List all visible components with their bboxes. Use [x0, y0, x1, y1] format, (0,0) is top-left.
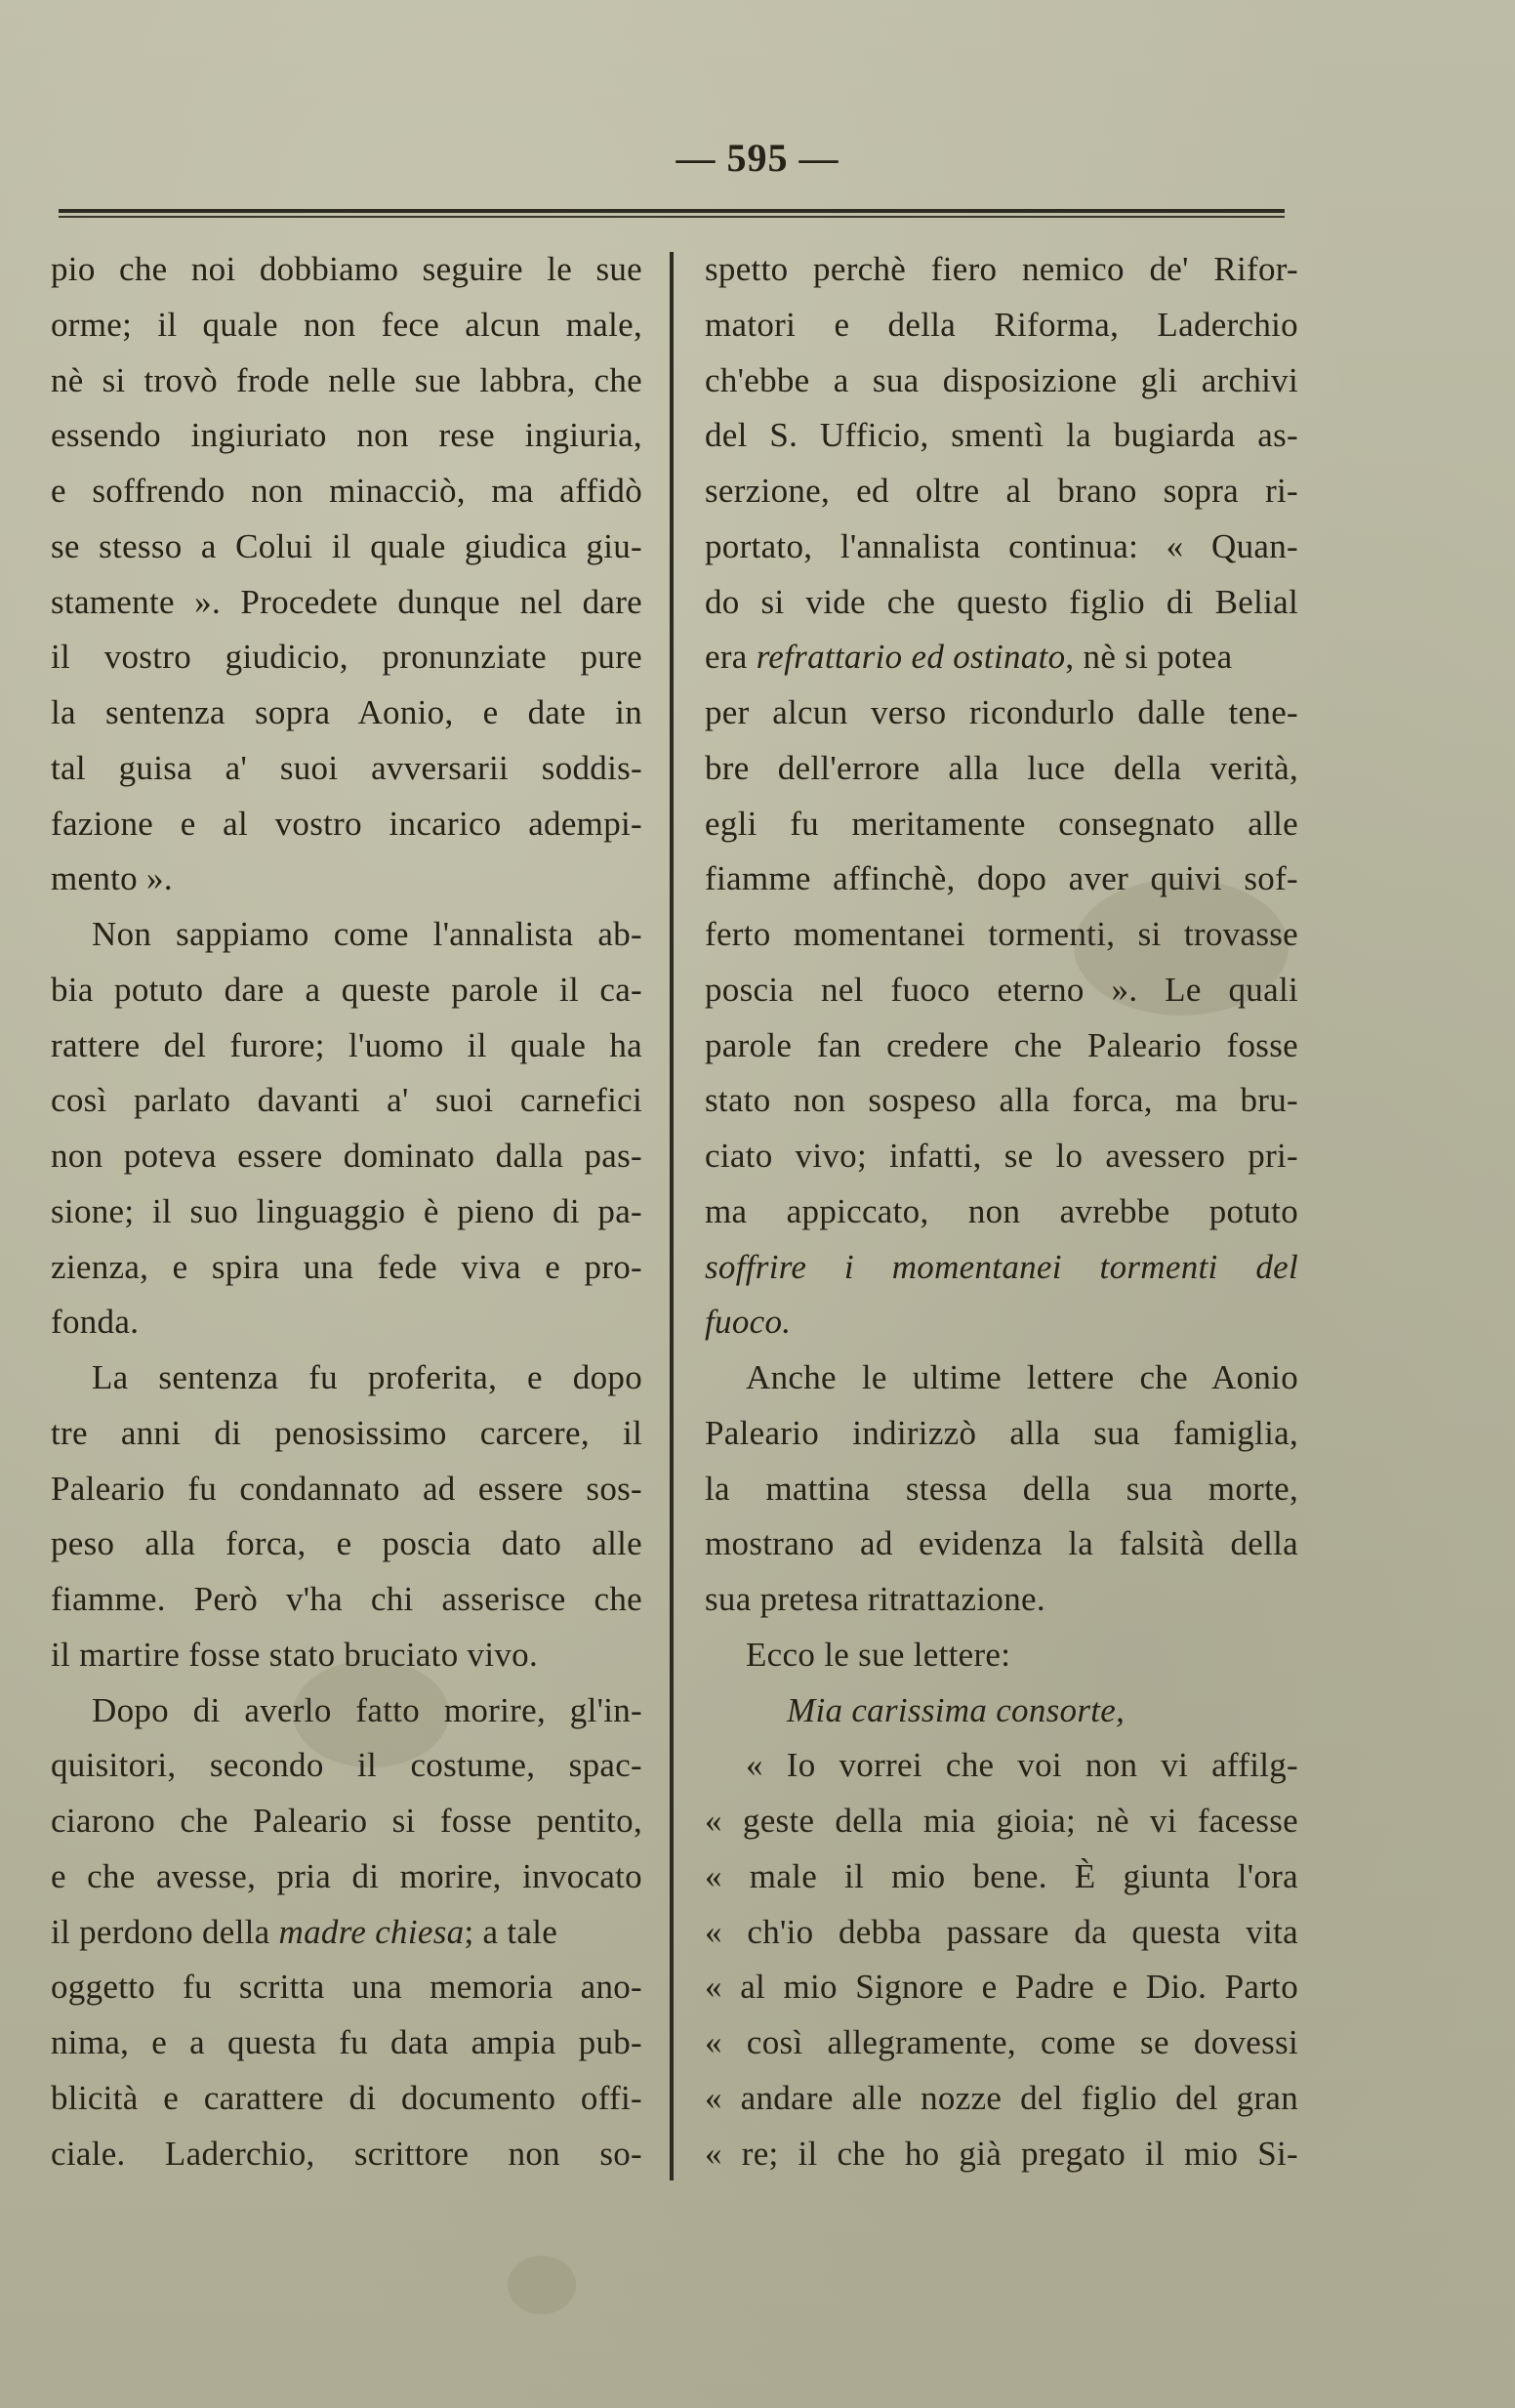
text-line: parole fan credere che Paleario fosse — [705, 1025, 1298, 1064]
text-line: del S. Ufficio, smentì la bugiarda as- — [705, 416, 1298, 455]
text-line: rattere del furore; l'uomo il quale ha — [51, 1025, 642, 1064]
text-line: e che avesse, pria di morire, invocato — [51, 1856, 642, 1895]
text-line: la mattina stessa della sua morte, — [705, 1469, 1298, 1508]
text-line: stamente ». Procedete dunque nel dare — [51, 582, 642, 621]
text-line: nima, e a questa fu data ampia pub- — [51, 2023, 642, 2061]
text-line: ciato vivo; infatti, se lo avessero pri- — [705, 1137, 1298, 1175]
text-line: bia potuto dare a queste parole il ca- — [51, 970, 642, 1009]
italic-text: refrattario ed ostinato — [756, 638, 1066, 677]
text-line: La sentenza fu proferita, e dopo — [92, 1358, 642, 1396]
italic-text: madre chiesa — [278, 1912, 465, 1951]
text-line: « Io vorrei che voi non vi affilg- — [746, 1746, 1298, 1785]
text-line-mixed — [51, 1905, 642, 1961]
text-line: Non sappiamo come l'annalista ab- — [92, 915, 642, 953]
text-line: fonda. — [51, 1303, 140, 1342]
text-line: peso alla forca, e poscia dato alle — [51, 1524, 642, 1563]
text-line: non poteva essere dominato dalla pas- — [51, 1137, 642, 1175]
text-line: mento ». — [51, 859, 173, 898]
text-line: sua pretesa ritrattazione. — [705, 1580, 1045, 1618]
text-line: la sentenza sopra Aonio, e date in — [51, 693, 642, 731]
text-line: il martire fosse stato bruciato vivo. — [51, 1635, 539, 1674]
text-line: bre dell'errore alla luce della verità, — [705, 748, 1298, 787]
text-line: Ecco le sue lettere: — [746, 1635, 1011, 1674]
text-line: « andare alle nozze del figlio del gran — [705, 2078, 1298, 2117]
text-line: « re; il che ho già pregato il mio Si- — [705, 2134, 1298, 2173]
italic-text: fuoco. — [705, 1303, 792, 1342]
letter-salutation: Mia carissima consorte, — [787, 1690, 1126, 1729]
text-line: pio che noi dobbiamo seguire le sue — [51, 250, 642, 288]
text-line: « così allegramente, come se dovessi — [705, 2023, 1298, 2061]
text-line: Paleario indirizzò alla sua famiglia, — [705, 1413, 1298, 1452]
right-column — [705, 242, 1298, 2181]
text-line: ch'ebbe a sua disposizione gli archivi — [705, 360, 1298, 399]
text-line-mixed — [705, 630, 1298, 685]
text-line: così parlato davanti a' suoi carnefici — [51, 1081, 642, 1120]
text-line: fiamme. Però v'ha chi asserisce che — [51, 1580, 642, 1618]
text-line: quisitori, secondo il costume, spac- — [51, 1746, 642, 1785]
italic-text: soffrire i momentanei tormenti del — [705, 1247, 1298, 1286]
text-line: ciale. Laderchio, scrittore non so- — [51, 2134, 642, 2173]
text-line: nè si trovò frode nelle sue labbra, che — [51, 360, 642, 399]
page-number: — 595 — — [676, 136, 839, 180]
text-line: ma appiccato, non avrebbe potuto — [705, 1191, 1298, 1230]
text-line: e soffrendo non minacciò, ma affidò — [51, 472, 642, 510]
text-line: « geste della mia gioia; nè vi facesse — [705, 1802, 1298, 1840]
text-line: orme; il quale non fece alcun male, — [51, 305, 642, 344]
text-line: poscia nel fuoco eterno ». Le quali — [705, 970, 1298, 1009]
text-segment: , nè si potea — [1065, 638, 1233, 677]
text-line: tre anni di penosissimo carcere, il — [51, 1413, 642, 1452]
text-segment: era — [705, 638, 748, 677]
text-line: sione; il suo linguaggio è pieno di pa- — [51, 1191, 642, 1230]
text-line: portato, l'annalista continua: « Quan- — [705, 526, 1298, 565]
text-line: per alcun verso ricondurlo dalle tene- — [705, 693, 1298, 731]
text-line: se stesso a Colui il quale giudica giu- — [51, 526, 642, 565]
text-line: stato non sospeso alla forca, ma bru- — [705, 1081, 1298, 1120]
text-line: zienza, e spira una fede viva e pro- — [51, 1247, 642, 1286]
text-line: oggetto fu scritta una memoria ano- — [51, 1968, 642, 2007]
text-line: tal guisa a' suoi avversarii soddis- — [51, 748, 642, 787]
text-line: Dopo di averlo fatto morire, gl'in- — [92, 1690, 642, 1729]
text-line: do si vide che questo figlio di Belial — [705, 582, 1298, 621]
text-line: fiamme affinchè, dopo aver quivi sof- — [705, 859, 1298, 898]
text-line: matori e della Riforma, Laderchio — [705, 305, 1298, 344]
header-rule — [59, 209, 1285, 219]
text-line: « al mio Signore e Padre e Dio. Parto — [705, 1968, 1298, 2007]
column-divider — [670, 252, 674, 2180]
text-segment: ; a tale — [464, 1912, 558, 1951]
left-column — [51, 242, 642, 2181]
text-line: egli fu meritamente consegnato alle — [705, 804, 1298, 843]
text-line: ciarono che Paleario si fosse pentito, — [51, 1802, 642, 1840]
text-line: Paleario fu condannato ad essere sos- — [51, 1469, 642, 1508]
text-line: blicità e carattere di documento offi- — [51, 2078, 642, 2117]
text-line: « ch'io debba passare da questa vita — [705, 1912, 1298, 1951]
text-line: Anche le ultime lettere che Aonio — [746, 1358, 1298, 1396]
text-line: spetto perchè fiero nemico de' Rifor- — [705, 250, 1298, 288]
text-line: fazione e al vostro incarico adempi- — [51, 804, 642, 843]
text-line: mostrano ad evidenza la falsità della — [705, 1524, 1298, 1563]
text-line: essendo ingiuriato non rese ingiuria, — [51, 416, 642, 455]
text-segment: il perdono della — [51, 1912, 270, 1951]
text-line: « male il mio bene. È giunta l'ora — [705, 1856, 1298, 1895]
text-line: il vostro giudicio, pronunziate pure — [51, 638, 642, 677]
paper-stain — [508, 2256, 576, 2314]
text-line: ferto momentanei tormenti, si trovasse — [705, 915, 1298, 953]
text-line: serzione, ed oltre al brano sopra ri- — [705, 472, 1298, 510]
